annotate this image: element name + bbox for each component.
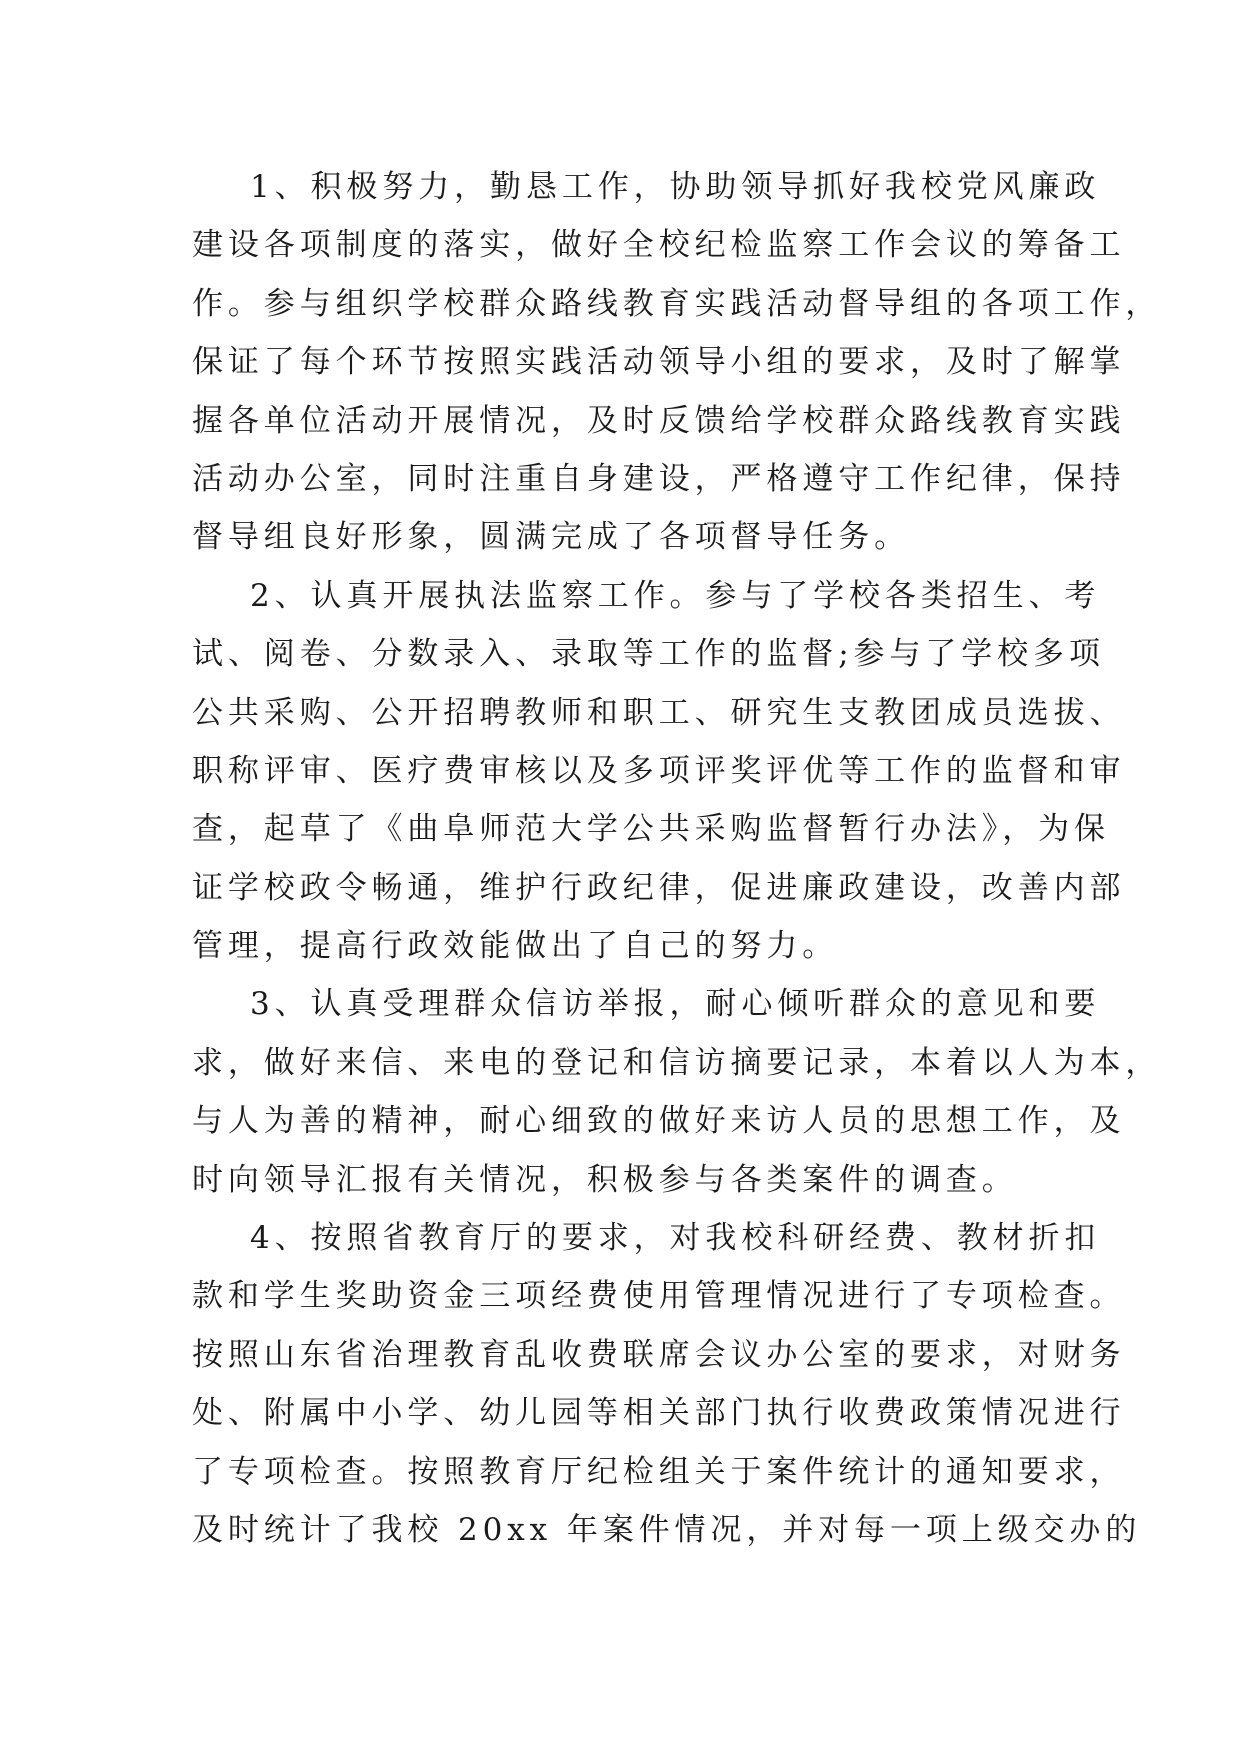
text-line: 及时统计了我校 20xx 年案件情况，并对每一项上级交办的	[192, 1511, 1142, 1548]
text-line: 查，起草了《曲阜师范大学公共采购监督暂行办法》，为保	[192, 811, 1110, 848]
text-line: 3、认真受理群众信访举报，耐心倾听群众的意见和要	[250, 986, 1101, 1023]
text-line: 证学校政令畅通，维护行政纪律，促进廉政建设，改善内部	[192, 869, 1126, 906]
text-line: 与人为善的精神，耐心细致的做好来访人员的思想工作，及	[192, 1103, 1126, 1140]
text-line: 了专项检查。按照教育厅纪检组关于案件统计的通知要求，	[192, 1453, 1126, 1490]
text-line: 作。参与组织学校群众路线教育实践活动督导组的各项工作，	[192, 285, 1162, 322]
text-line: 试、阅卷、分数录入、录取等工作的监督;参与了学校多项	[192, 636, 1105, 673]
text-line: 公共采购、公开招聘教师和职工、研究生支教团成员选拔、	[192, 694, 1126, 731]
text-line: 职称评审、医疗费审核以及多项评奖评优等工作的监督和审	[192, 752, 1126, 789]
text-line: 保证了每个环节按照实践活动领导小组的要求，及时了解掌	[192, 344, 1126, 381]
text-line: 处、附属中小学、幼儿园等相关部门执行收费政策情况进行	[192, 1395, 1126, 1432]
text-line: 建设各项制度的落实，做好全校纪检监察工作会议的筹备工	[192, 227, 1126, 264]
text-line: 管理，提高行政效能做出了自己的努力。	[192, 928, 839, 965]
text-line: 督导组良好形象，圆满完成了各项督导任务。	[192, 519, 910, 556]
text-line: 时向领导汇报有关情况，积极参与各类案件的调查。	[192, 1161, 1018, 1198]
text-line: 活动办公室，同时注重自身建设，严格遵守工作纪律，保持	[192, 460, 1126, 497]
text-line: 款和学生奖助资金三项经费使用管理情况进行了专项检查。	[192, 1278, 1126, 1315]
text-line: 按照山东省治理教育乱收费联席会议办公室的要求，对财务	[192, 1336, 1126, 1373]
text-line: 1、积极努力，勤恳工作，协助领导抓好我校党风廉政	[250, 169, 1101, 205]
text-line: 4、按照省教育厅的要求，对我校科研经费、教材折扣	[250, 1220, 1101, 1257]
text-line: 求，做好来信、来电的登记和信访摘要记录，本着以人为本，	[192, 1044, 1162, 1081]
text-line: 握各单位活动开展情况，及时反馈给学校群众路线教育实践	[192, 402, 1126, 439]
text-line: 2、认真开展执法监察工作。参与了学校各类招生、考	[250, 577, 1101, 614]
document-body	[192, 158, 1162, 1559]
